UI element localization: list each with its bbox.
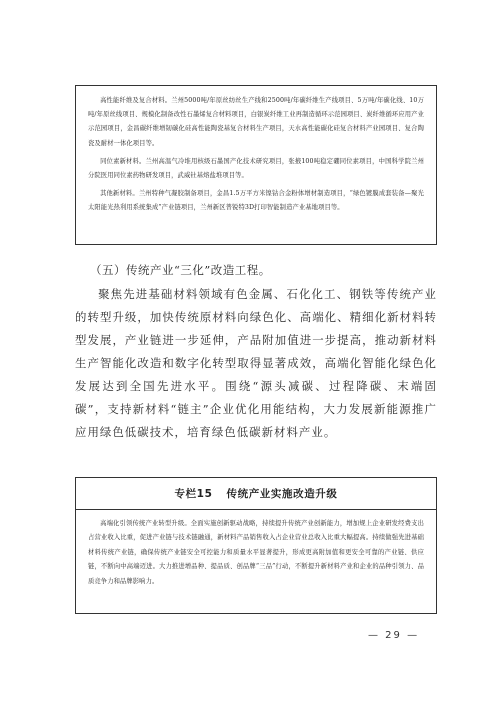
column-box-15 bbox=[75, 477, 437, 614]
section-body bbox=[75, 283, 437, 444]
section-body-text: 聚焦先进基础材料领域有色金属、石化化工、钢铁等传统产业的转型升级，加快传统原材料向绿色化、高端化、精细化新材料转型发展，产业链进一步延伸，产品附加值进一步提高，推动新材料生产智能化改造和数字化转型取得显著成效，高端化智能化绿色化发展达到全国先进水平。围绕“源头减碳、过程降碳、末端固碳”，支持新材料“链主”企业优化用能结构，大力发展新能源推广应用绿色低碳技术，培育绿色低碳新材料产业。 bbox=[75, 287, 437, 439]
column-paragraph-text: 高端化引领传统产业转型升级。全面实施创新驱动战略，持续提升传统产业创新能力，增加规上企业研发经费支出占营业收入比重，促进产业链与技术链融通，新材料产品销售收入占企业营业总收入比重大幅提高。持续做强先进基础材料传统产业链，确保传统产业链安全可控能力和质量水平显著提升，形成更高附加值和更安全可靠的产业链、供应链，不断向中高端迈进。大力推进增品种、提品质、创品牌“三品”行动，不断提升新材料产业和企业的品种引领力、品质竞争力和品牌影响力。 bbox=[88, 520, 424, 585]
paragraph-text: 同位素新材料。兰州高温气冷堆用核级石墨国产化技术研究项目，张掖100吨稳定硼同位素项目，中国科学院兰州分院医用同位素药物研发项目，武威钍基熔盐堆项目等。 bbox=[88, 157, 424, 180]
column-number: 专栏15 bbox=[174, 488, 213, 500]
paragraph-text: 其他新材料。兰州特种气凝胶制备项目，金昌1.5万平方米镍钴合金粉体增材制造项目，“绿色镀膜成套装备—聚光太阳能光热利用系统集成”产业链项目，兰州新区普锐特3D打印智能制造产业基地项目等。 bbox=[88, 190, 424, 212]
paragraph-high-performance-fiber bbox=[88, 94, 424, 151]
page-number: — 29 — bbox=[368, 630, 420, 641]
paragraph-text: 高性能纤维及复合材料。兰州5000吨/年原丝纺丝生产线和2500吨/年碳纤维生产线项目、5万吨/年碳化线、10万吨/年原丝线项目、规模化制备改性石墨烯复合材料项目，白银炭纤维工业再制造循环示范园项目、炭纤维循环应用产业示范园项目，金昌碳纤维增韧碳化硅高性能陶瓷基复合材料生产项目，天水高性能碳化硅复合材料产业园项目、复合陶瓷及耐材一体化项目等。 bbox=[88, 97, 424, 147]
section-heading: （五）传统产业“三化”改造工程。 bbox=[90, 263, 271, 277]
column-box-body bbox=[76, 510, 436, 589]
column-paragraph bbox=[88, 517, 424, 589]
column-title: 传统产业实施改造升级 bbox=[226, 488, 338, 500]
paragraph-other-materials bbox=[88, 187, 424, 215]
paragraph-isotope-materials bbox=[88, 155, 424, 183]
project-list-box bbox=[75, 85, 437, 245]
column-box-header bbox=[76, 478, 436, 510]
